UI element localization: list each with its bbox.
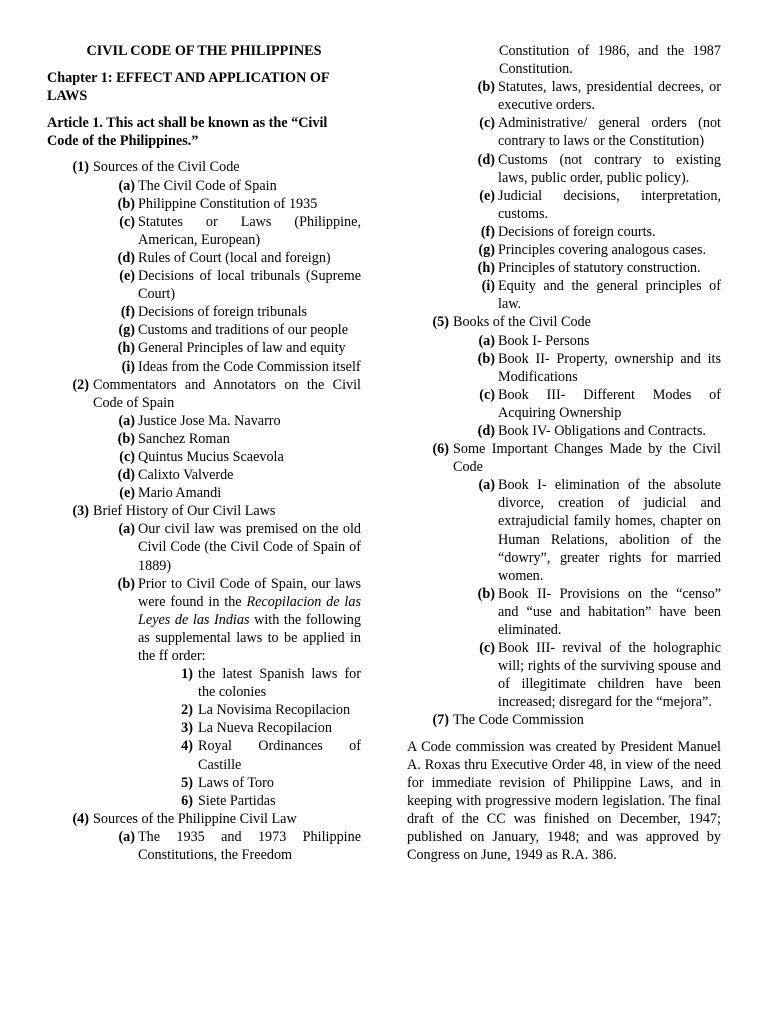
item-marker: (d): [117, 249, 135, 266]
item-text: Calixto Valverde: [138, 467, 234, 484]
item-text: Book II- Property, ownership and its Modifications: [498, 350, 721, 385]
list-item: [407, 639, 721, 711]
sub-item-marker: 5): [181, 774, 193, 791]
left-column: [47, 42, 361, 864]
list-item: [47, 177, 361, 195]
section-title: The Code Commission: [453, 712, 584, 729]
sub-item-text: Laws of Toro: [198, 774, 274, 791]
section-title: Sources of the Civil Code: [93, 159, 240, 176]
article-heading: Article 1. This act shall be known as the “Civil Code of the Philippines.”: [47, 115, 328, 150]
section-5: [407, 313, 721, 331]
item-marker: (c): [479, 115, 495, 132]
item-text: Philippine Constitution of 1935: [138, 195, 318, 212]
section-marker: (7): [432, 712, 449, 729]
section-3: [47, 502, 361, 520]
item-marker: (a): [118, 828, 135, 845]
list-item: [407, 151, 721, 187]
sub-item-marker: 6): [181, 792, 193, 809]
list-item: [47, 195, 361, 213]
list-item: [47, 828, 361, 864]
item-text: General Principles of law and equity: [138, 340, 346, 357]
list-item: [47, 267, 361, 303]
sub-item-marker: 2): [181, 702, 193, 719]
item-text: Decisions of foreign tribunals: [138, 304, 308, 321]
item-text: Mario Amandi: [138, 485, 222, 502]
item-text: Decisions of local tribunals (Supreme Court): [138, 268, 361, 303]
item-marker: (a): [478, 477, 495, 494]
section-marker: (3): [72, 503, 89, 520]
section-4-items: [407, 78, 721, 313]
item-marker: (a): [118, 412, 135, 429]
item-text: Equity and the general principles of law.: [498, 278, 721, 313]
item-marker: (b): [117, 430, 135, 447]
item-text: Principles of statutory construction.: [498, 260, 701, 277]
list-item: [47, 575, 361, 665]
section-title: Sources of the Philippine Civil Law: [93, 810, 297, 827]
item-text: Quintus Mucius Scaevola: [138, 448, 284, 465]
item-text: The Civil Code of Spain: [138, 177, 277, 194]
section-title: Some Important Changes Made by the Civil Code: [453, 441, 721, 476]
item-marker: (h): [117, 340, 135, 357]
sub-item-marker: 1): [181, 666, 193, 683]
list-item-continuation: Constitution of 1986, and the 1987 Constitution.: [499, 43, 721, 78]
section-title: Brief History of Our Civil Laws: [93, 503, 276, 520]
item-text: Book III- revival of the holographic will; rights of the surviving spouse and of illegitimate children have been increased; disregard for the “mejora”.: [498, 640, 721, 711]
item-text-post: with the following as supplemental laws to be applied in the ff order:: [138, 611, 361, 664]
item-text: Customs (not contrary to existing laws, public order, public policy).: [498, 151, 721, 186]
section-7: [407, 711, 721, 729]
item-text: Our civil law was premised on the old Civil Code (the Civil Code of Spain of 1889): [138, 521, 361, 574]
list-item: [407, 223, 721, 241]
document-title: CIVIL CODE OF THE PHILIPPINES: [86, 43, 322, 59]
item-marker: (c): [119, 448, 135, 465]
item-marker: (b): [477, 585, 495, 602]
item-marker: (e): [479, 187, 495, 204]
item-marker: (g): [478, 242, 495, 259]
section-5-items: [407, 332, 721, 441]
section-title: Commentators and Annotators on the Civil Code of Spain: [93, 376, 361, 411]
list-item: [407, 332, 721, 350]
section-6-items: [407, 476, 721, 711]
list-item: [47, 466, 361, 484]
sub-item-text: La Novisima Recopilacion: [198, 702, 351, 719]
section-title: Books of the Civil Code: [453, 314, 591, 331]
section-2-items: [47, 412, 361, 502]
sub-item-marker: 4): [181, 738, 193, 755]
item-marker: (f): [480, 223, 495, 240]
item-text: Sanchez Roman: [138, 430, 230, 447]
item-marker: (c): [479, 386, 495, 403]
sub-list-item: [47, 774, 361, 792]
item-text: Book I- elimination of the absolute divorce, creation of judicial and extrajudicial family homes, chapter on Human Relations, abolition of the “dowry”, greater rights for married women.: [498, 477, 721, 584]
list-item: [47, 430, 361, 448]
item-marker: (b): [477, 79, 495, 96]
sub-list-item: [47, 737, 361, 773]
item-marker: (d): [477, 422, 495, 439]
list-item: [47, 412, 361, 430]
item-text: The 1935 and 1973 Philippine Constitutions, the Freedom: [138, 828, 361, 864]
sub-list-item: [47, 792, 361, 810]
list-item: [407, 114, 721, 150]
list-item: [407, 241, 721, 259]
item-marker: (a): [118, 521, 135, 538]
item-text: Ideas from the Code Commission itself: [138, 358, 361, 375]
list-item: [47, 448, 361, 466]
item-text: Judicial decisions, interpretation, customs.: [498, 187, 721, 222]
sub-list-item: [47, 719, 361, 737]
item-text: Book IV- Obligations and Contracts.: [498, 422, 706, 439]
item-text: Customs and traditions of our people: [138, 322, 349, 339]
item-text: Statutes, laws, presidential decrees, or executive orders.: [498, 79, 721, 114]
section-marker: (1): [72, 159, 89, 176]
code-commission-paragraph: A Code commission was created by President Manuel A. Roxas thru Executive Order 48, in view of the need for immediate revision of Philippine Laws, and in keeping with progressive modern legislation. The final draft of the CC was finished on December, 1947; published on January, 1948; and was approved by Congress on June, 1949 as R.A. 386.: [407, 738, 721, 864]
item-marker: (h): [477, 260, 495, 277]
list-item: [47, 520, 361, 574]
item-text-pre: Prior to Civil Code of Spain, our laws were found in the: [138, 575, 361, 610]
section-6: [407, 440, 721, 476]
list-item: [407, 78, 721, 114]
item-text: Statutes or Laws (Philippine, American, European): [138, 213, 361, 248]
section-marker: (6): [432, 441, 449, 458]
item-marker: (i): [121, 358, 135, 375]
item-text: Book I- Persons: [498, 332, 590, 349]
sub-item-text: Royal Ordinances of Castille: [198, 738, 361, 773]
right-column: [407, 42, 721, 864]
sub-item-text: Siete Partidas: [198, 792, 276, 809]
list-item: [407, 350, 721, 386]
item-text: [138, 575, 361, 665]
list-item: [407, 277, 721, 313]
section-marker: (4): [72, 810, 89, 827]
list-item: [47, 303, 361, 321]
item-marker: (d): [477, 151, 495, 168]
section-2: [47, 376, 361, 412]
item-marker: (g): [118, 322, 135, 339]
item-text: Rules of Court (local and foreign): [138, 249, 331, 266]
section-marker: (5): [432, 314, 449, 331]
sub-list-item: [47, 665, 361, 701]
list-item: [407, 386, 721, 422]
item-marker: (a): [118, 177, 135, 194]
item-marker: (b): [117, 195, 135, 212]
section-marker: (2): [72, 376, 89, 393]
list-item: [407, 187, 721, 223]
chapter-heading: Chapter 1: EFFECT AND APPLICATION OF LAWS: [47, 70, 330, 105]
item-marker: (f): [120, 304, 135, 321]
list-item: [47, 339, 361, 357]
item-text: Justice Jose Ma. Navarro: [138, 412, 281, 429]
section-4: [47, 810, 361, 828]
item-marker: (c): [479, 640, 495, 657]
item-text-italic: Recopilacion de las Leyes de las Indias: [138, 593, 361, 628]
list-item: [407, 422, 721, 440]
item-marker: (a): [478, 332, 495, 349]
item-marker: (b): [477, 350, 495, 367]
sub-item-text: La Nueva Recopilacion: [198, 720, 332, 737]
list-item: [47, 249, 361, 267]
item-marker: (d): [117, 467, 135, 484]
item-text: Decisions of foreign courts.: [498, 223, 656, 240]
item-text: Administrative/ general orders (not contrary to laws or the Constitution): [498, 115, 721, 150]
list-item: [47, 321, 361, 339]
sub-item-text: the latest Spanish laws for the colonies: [198, 666, 361, 701]
section-1-items: [47, 177, 361, 376]
item-marker: (e): [119, 268, 135, 285]
list-item: [407, 585, 721, 639]
list-item: [47, 484, 361, 502]
sub-list-item: [47, 701, 361, 719]
sub-item-marker: 3): [181, 720, 193, 737]
section-1: [47, 158, 361, 176]
list-item: [407, 476, 721, 585]
item-text: Principles covering analogous cases.: [498, 242, 707, 259]
item-text: Book III- Different Modes of Acquiring Ownership: [498, 386, 721, 421]
list-item: [407, 259, 721, 277]
item-marker: (i): [481, 278, 495, 295]
list-item: [47, 358, 361, 376]
list-item: [47, 213, 361, 249]
item-text: Book II- Provisions on the “censo” and “use and habitation” have been eliminated.: [498, 585, 721, 638]
item-marker: (e): [119, 485, 135, 502]
item-marker: (b): [117, 575, 135, 592]
item-marker: (c): [119, 213, 135, 230]
supplemental-laws-list: [47, 665, 361, 810]
